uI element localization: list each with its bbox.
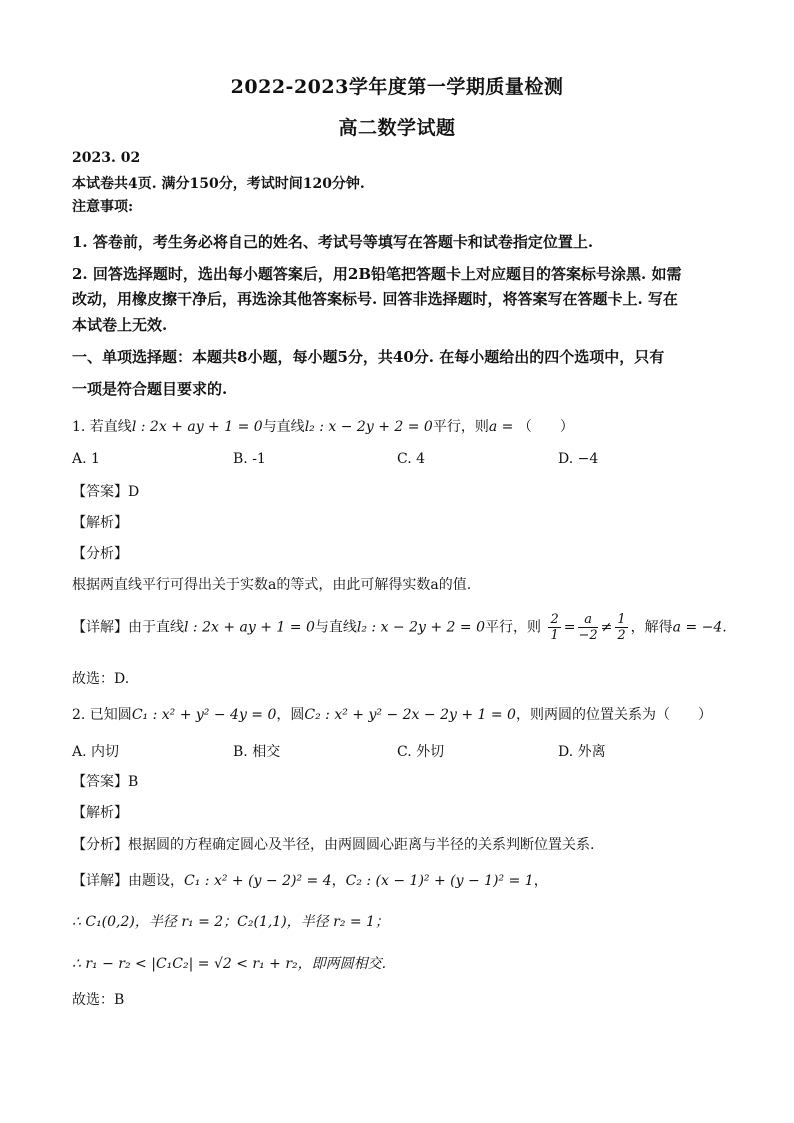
q1-choose: 故选：D. bbox=[72, 671, 130, 687]
q1-prefix: 1. 若直线 bbox=[72, 419, 132, 435]
q2-option-a: A. 内切 bbox=[72, 744, 120, 760]
q2-fenxi bbox=[72, 834, 594, 854]
q1-suffix-a: 平行，则 bbox=[432, 419, 489, 435]
q2-circle-c1: C₁ : x² + y² − 4y = 0 bbox=[131, 707, 277, 723]
question-2 bbox=[72, 704, 712, 724]
q1-detail-a: 由于直线 bbox=[128, 619, 184, 636]
q2-detail-c2: C₂ : (x − 1)² + (y − 1)² = 1 bbox=[345, 873, 534, 889]
q2-text-c: ，则两圆的位置关系为（ ） bbox=[515, 707, 712, 723]
q2-fenxi-text: 根据圆的方程确定圆心及半径，由两圆圆心距离与半径的关系判断位置关系. bbox=[128, 837, 595, 853]
note-2-line-3: 本试卷上无效. bbox=[72, 316, 168, 334]
q1-detail-eq2: l₂ : x − 2y + 2 = 0 bbox=[356, 619, 486, 636]
q1-frac3-num: 1 bbox=[617, 612, 626, 627]
q1-frac1-den: 1 bbox=[550, 628, 559, 643]
note-1: 1. 答卷前，考生务必将自己的姓名、考试号等填写在答题卡和试卷指定位置上. bbox=[72, 233, 594, 251]
q2-option-d: D. 外离 bbox=[558, 744, 606, 760]
q2-detail-line-3: ∴ r₁ − r₂ < |C₁C₂| = √2 < r₁ + r₂，即两圆相交. bbox=[72, 956, 387, 972]
q1-frac1-num: 2 bbox=[550, 612, 559, 627]
exam-title: 2022-2023学年度第一学期质量检测 bbox=[230, 76, 564, 98]
q1-answer: 【答案】D bbox=[72, 484, 140, 500]
q1-line-l-equation: l : 2x + ay + 1 = 0 bbox=[131, 419, 263, 435]
note-2-line-1: 2. 回答选择题时，选出每小题答案后，用2B铅笔把答题卡上对应题目的答案标号涂黑. 如需 bbox=[72, 265, 682, 283]
q1-analysis-tag: 【解析】 bbox=[72, 515, 128, 531]
q2-detail-a: 由题设， bbox=[128, 873, 184, 889]
exam-info: 本试卷共4页. 满分150分，考试时间120分钟. bbox=[72, 176, 365, 192]
q1-option-b: B. -1 bbox=[233, 451, 266, 467]
q1-detail bbox=[72, 612, 727, 643]
section1-heading-line-2: 一项是符合题目要求的. bbox=[72, 380, 228, 398]
q1-detail-tag: 【详解】 bbox=[72, 619, 128, 636]
q1-detail-b: 与直线 bbox=[314, 619, 357, 636]
notes-heading: 注意事项: bbox=[72, 199, 134, 215]
q2-detail-sep: ， bbox=[331, 873, 346, 889]
q1-frac2-den: −2 bbox=[578, 628, 598, 643]
q1-detail-result: a = −4 bbox=[672, 619, 723, 636]
q2-text-b: ，圆 bbox=[276, 707, 305, 723]
q2-answer: 【答案】B bbox=[72, 774, 139, 790]
q1-fenxi: 根据两直线平行可得出关于实数a的等式，由此可解得实数a的值. bbox=[72, 577, 472, 593]
q2-analysis-tag: 【解析】 bbox=[72, 805, 128, 821]
exam-date: 2023. 02 bbox=[72, 150, 141, 166]
q2-text-a: 2. 已知圆 bbox=[72, 707, 132, 723]
q1-equal-sign: = bbox=[563, 619, 576, 636]
q1-detail-eq1: l : 2x + ay + 1 = 0 bbox=[184, 619, 315, 636]
q1-option-c: C. 4 bbox=[397, 451, 426, 467]
q1-frac2-num: a bbox=[578, 612, 597, 628]
q1-option-d: D. −4 bbox=[558, 451, 599, 467]
q2-detail-end: ， bbox=[533, 873, 548, 889]
q1-fraction-1 bbox=[548, 612, 560, 643]
q1-mid: 与直线 bbox=[262, 419, 305, 435]
q2-fenxi-tag: 【分析】 bbox=[72, 837, 128, 853]
q2-detail-line-2: ∴ C₁(0,2)，半径 r₁ = 2；C₂(1,1)，半径 r₂ = 1； bbox=[72, 914, 389, 930]
q1-variable: a bbox=[488, 419, 498, 435]
exam-subtitle: 高二数学试题 bbox=[338, 117, 456, 139]
q1-neq-sign: ≠ bbox=[600, 619, 613, 636]
q1-fraction-3 bbox=[615, 612, 627, 643]
q1-frac3-den: 2 bbox=[617, 628, 626, 643]
q2-option-b: B. 相交 bbox=[233, 744, 281, 760]
note-2-line-2: 改动，用橡皮擦干净后，再选涂其他答案标号. 回答非选择题时，将答案写在答题卡上. 写在 bbox=[72, 290, 678, 308]
q1-line-l2-equation: l₂ : x − 2y + 2 = 0 bbox=[304, 419, 433, 435]
q1-fraction-2 bbox=[578, 612, 597, 643]
q1-detail-d: ，解得 bbox=[630, 619, 673, 636]
q1-suffix-b: = （ ） bbox=[497, 419, 574, 435]
q2-detail-c1: C₁ : x² + (y − 2)² = 4 bbox=[184, 873, 332, 889]
section1-heading-line-1: 一、单项选择题：本题共8小题，每小题5分，共40分. 在每小题给出的四个选项中，只有 bbox=[72, 348, 665, 366]
q2-detail-tag: 【详解】 bbox=[72, 873, 128, 889]
q2-choose: 故选：B bbox=[72, 992, 125, 1008]
q2-option-c: C. 外切 bbox=[397, 744, 445, 760]
q1-detail-c: 平行，则 bbox=[485, 619, 542, 636]
q1-fenxi-tag: 【分析】 bbox=[72, 546, 128, 562]
question-1 bbox=[72, 416, 574, 436]
q1-option-a: A. 1 bbox=[72, 451, 100, 467]
q2-detail bbox=[72, 870, 548, 890]
q2-circle-c2: C₂ : x² + y² − 2x − 2y + 1 = 0 bbox=[304, 707, 516, 723]
q1-detail-end: . bbox=[722, 619, 727, 636]
